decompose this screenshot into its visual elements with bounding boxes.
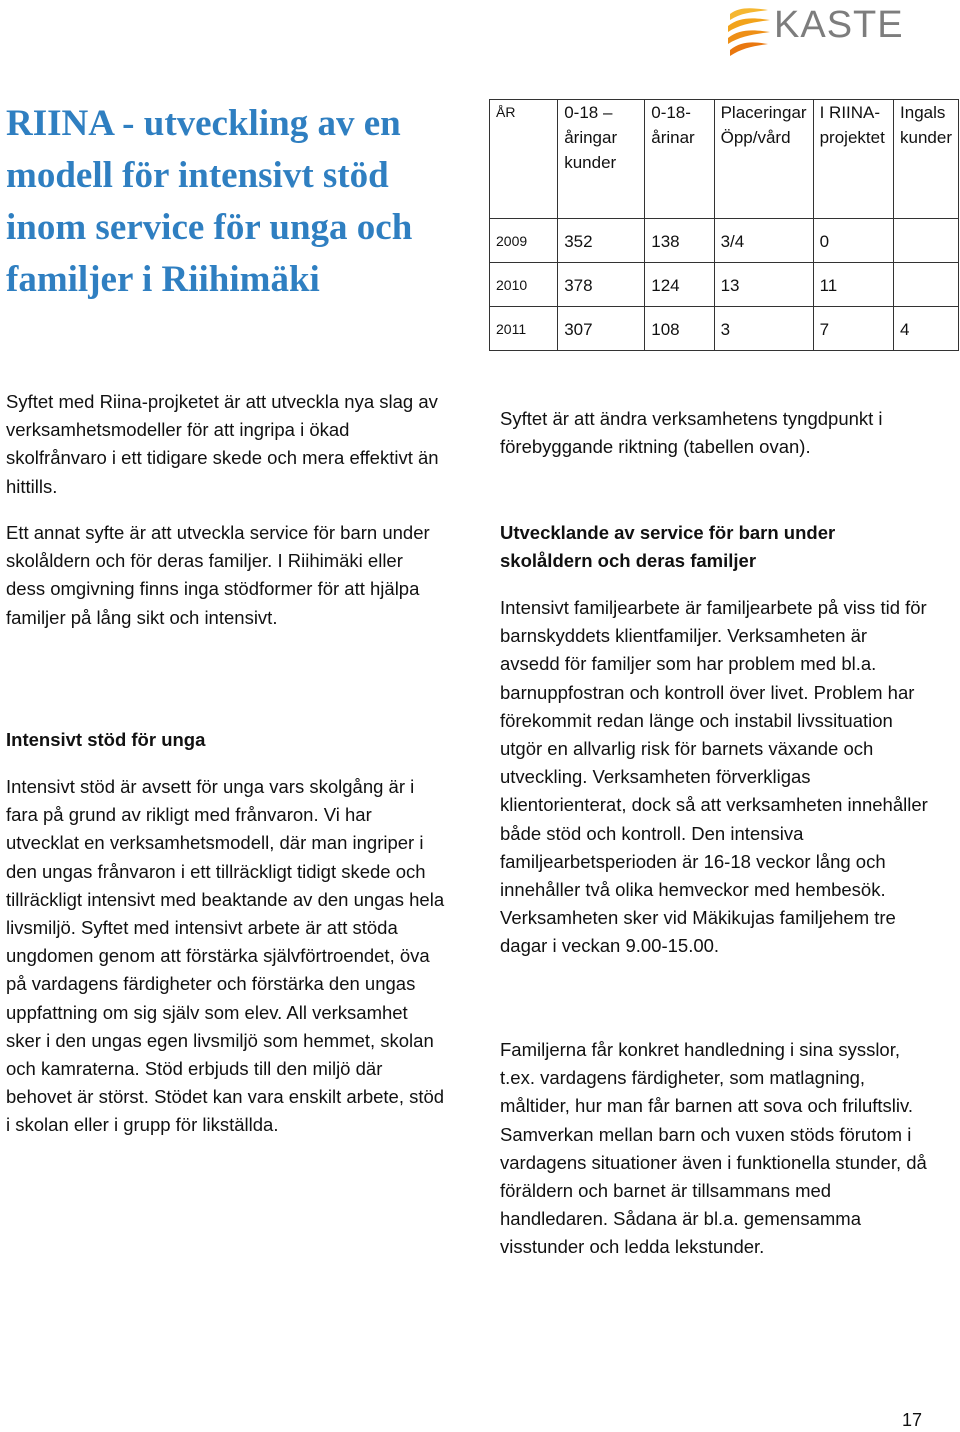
logo-text: KASTE: [774, 4, 904, 46]
table-cell: 4: [894, 307, 959, 351]
col-header-placements: Placeringar Öpp/vård: [714, 100, 813, 219]
table-cell: 352: [558, 219, 645, 263]
table-cell: [894, 219, 959, 263]
kaste-flame-icon: [724, 4, 774, 60]
right-heading-services: Utvecklande av service för barn under skolåldern och deras familjer: [500, 522, 836, 572]
right-paragraph-family-work: Intensivt familjearbete är familjearbete på viss tid för barnskyddets klientfamiljer. Verksamheten är avsedd för familjer som har problem med bl.a. barnuppfostran och kontroll över livet. Problem har förekommit redan länge och instabil livssituation utgör en allvarlig risk för barnets växande och utveckling. Verksamheten förverkligas klientorienterat, dock så att verksamheten innehåller både stöd och kontroll. Den intensiva familjearbetsperioden är 16-18 veckor lång och innehåller två olika hemveckor med hembesök. Verksamheten sker vid Mäkikujas familjehem tre dagar i veckan 9.00-15.00.: [500, 597, 928, 957]
table-cell-year: 2011: [490, 307, 558, 351]
table-cell: 11: [813, 263, 893, 307]
page-number: 17: [902, 1410, 923, 1430]
table-cell: 0: [813, 219, 893, 263]
table-row: [490, 263, 959, 307]
left-paragraph-purpose: Syftet med Riina-projketet är att utveckla nya slag av verksamhetsmodeller för att ingripa i ökad skolfrånvaro i ett tidigare skede och mera effektivt än hittills.: [6, 391, 439, 497]
kaste-logo: [724, 4, 924, 60]
table-row: [490, 307, 959, 351]
left-paragraph-intensive-support: Intensivt stöd är avsett för unga vars skolgång är i fara på grund av rikligt med frånvaron. Vi har utvecklat en verksamhetsmodell, där man ingriper i den ungas frånvaron i ett tillräckligt tidigt skede och tillräckligt intensivt med beaktande av den ungas hela livsmiljö. Syftet med intensivt arbete är att stöda ungdomen genom att förstärka självförtroendet, öva på vardagens färdigheter och förstärka den ungas uppfattning om sig själv som elev. All verksamhet sker i den ungas egen livsmiljö som hemmet, skolan och kamraterna. Stöd erbjuds till den miljö där behovet är störst. Stödet kan vara enskilt arbete, stöd i skolan eller i grupp för likställda.: [6, 776, 445, 1136]
table-cell: 13: [714, 263, 813, 307]
col-header-children: 0-18 –åringar kunder: [558, 100, 645, 219]
page-title: RIINA - utveckling av en modell för intensivt stöd inom service för unga och familjer i Riihimäki: [6, 103, 413, 300]
table-cell-year: 2009: [490, 219, 558, 263]
table-row: [490, 219, 959, 263]
table-cell: 124: [645, 263, 714, 307]
table-cell: 108: [645, 307, 714, 351]
col-header-children-alt: 0-18-årinar: [645, 100, 714, 219]
table-cell: 7: [813, 307, 893, 351]
left-heading-intensive-support: Intensivt stöd för unga: [6, 729, 206, 750]
col-header-year: ÅR: [490, 100, 558, 219]
right-paragraph-goal: Syftet är att ändra verksamhetens tyngdpunkt i förebyggande riktning (tabellen ovan).: [500, 408, 883, 458]
col-header-no-clients: Ingals kunder: [894, 100, 959, 219]
col-header-riina: I RIINA-projektet: [813, 100, 893, 219]
table-cell: 138: [645, 219, 714, 263]
table-cell-year: 2010: [490, 263, 558, 307]
table-cell: 3: [714, 307, 813, 351]
statistics-table: [489, 99, 959, 351]
table-cell: 307: [558, 307, 645, 351]
table-cell: 3/4: [714, 219, 813, 263]
table-cell: [894, 263, 959, 307]
right-paragraph-guidance: Familjerna får konkret handledning i sina sysslor, t.ex. vardagens färdigheter, som matlagning, måltider, hur man får barnen att sova och friluftsliv. Samverkan mellan barn och vuxen stöds förutom i vardagens situationer även i funktionella stunder, då föräldern och barnet är tillsammans med handledaren. Sådana är bl.a. gemensamma visstunder och ledda lekstunder.: [500, 1039, 927, 1258]
table-header-row: [490, 100, 959, 219]
table-cell: 378: [558, 263, 645, 307]
left-paragraph-second-purpose: Ett annat syfte är att utveckla service för barn under skolåldern och för deras familjer. I Riihimäki eller dess omgivning finns inga stödformer för att hjälpa familjer på lång sikt och intensivt.: [6, 522, 430, 628]
